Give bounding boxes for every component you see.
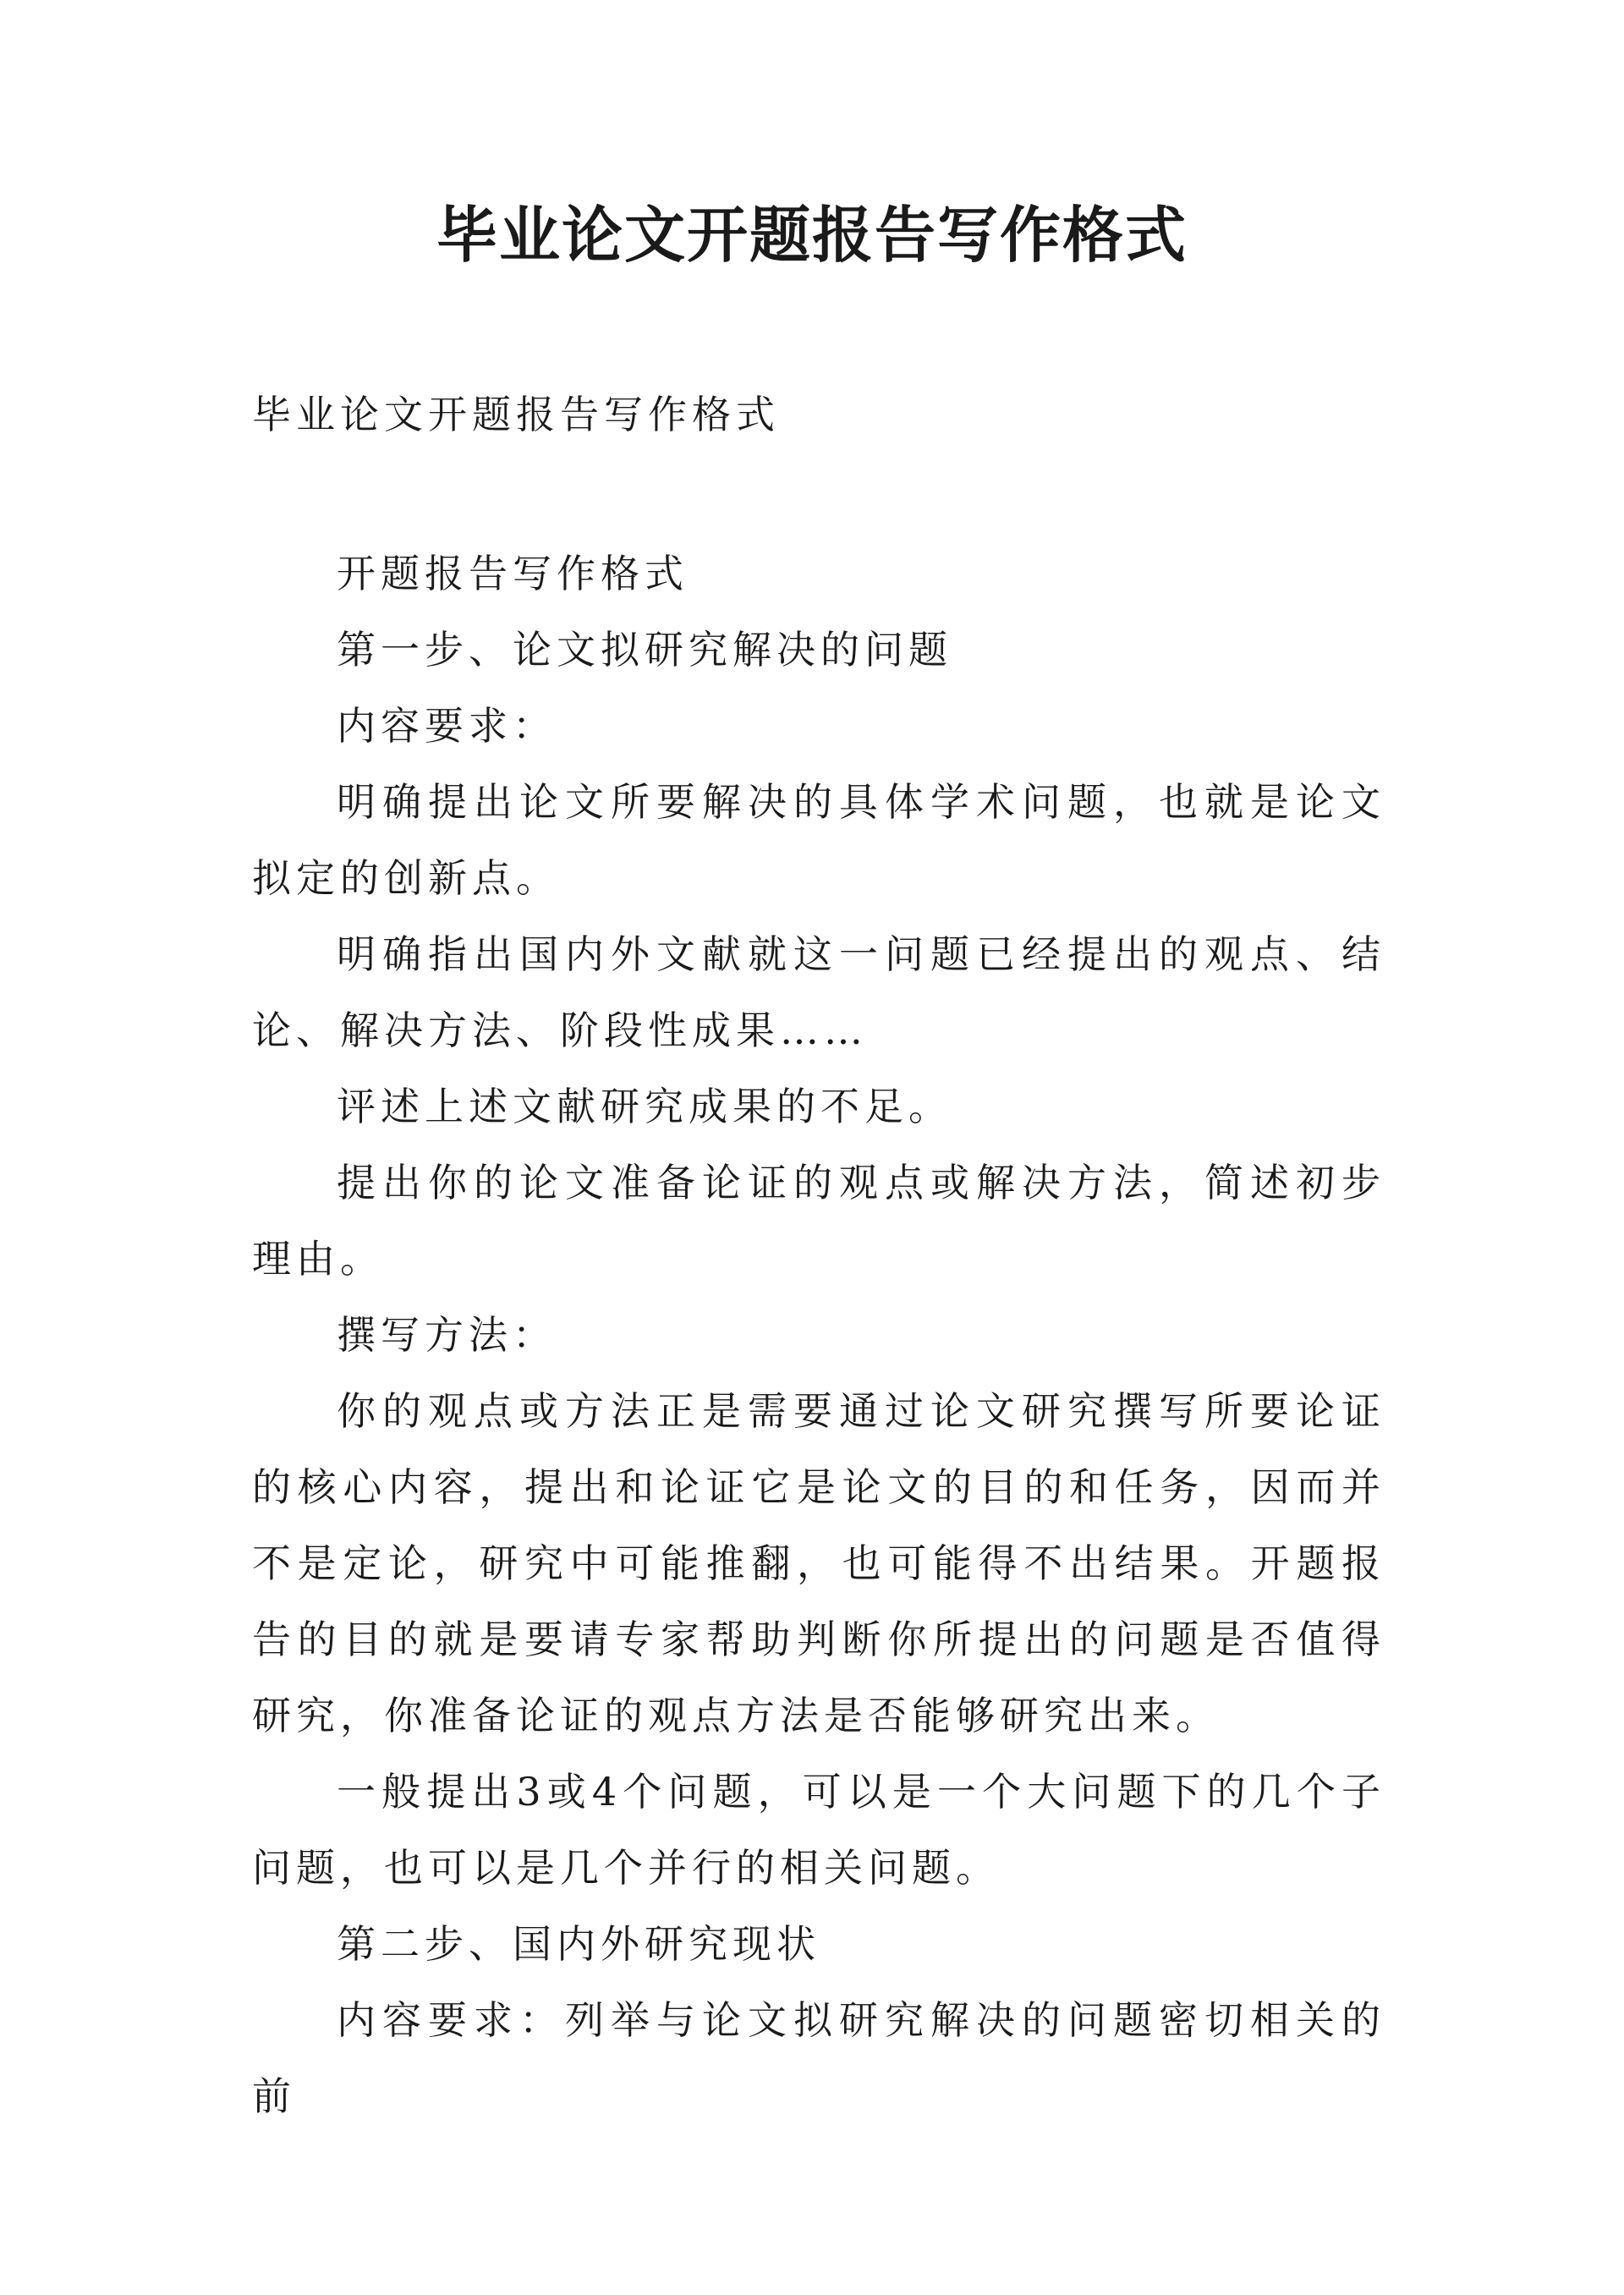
paragraph-step-one: 第一步、论文拟研究解决的问题 — [337, 627, 952, 673]
paragraph-requirement-2: 明确指出国内外文献就这一问题已经提出的观点、结论、解决方法、阶段性成果…… — [252, 931, 1385, 1053]
paragraph-requirement-1: 明确提出论文所要解决的具体学术问题，也就是论文拟定的创新点。 — [252, 779, 1385, 901]
paragraph-requirement-3: 评述上述文献研究成果的不足。 — [337, 1084, 952, 1129]
paragraph-method-detail: 你的观点或方法正是需要通过论文研究撰写所要论证的核心内容，提出和论证它是论文的目的和任务，因而并不是定论，研究中可能推翻，也可能得不出结果。开题报告的目的就是要请专家帮助判断你所提出的问题是否值得研究，你准备论证的观点方法是否能够研究出来。 — [252, 1388, 1385, 1738]
paragraph-content-requirements: 内容要求： — [337, 703, 557, 749]
document-title: 毕业论文开题报告写作格式 — [436, 200, 1188, 271]
paragraph-writing-method: 撰写方法： — [337, 1312, 557, 1358]
document-body — [252, 535, 1385, 2134]
paragraph-step-two: 第二步、国内外研究现状 — [337, 1921, 820, 1967]
paragraph-question-count: 一般提出3或4个问题，可以是一个大问题下的几个子问题，也可以是几个并行的相关问题。 — [252, 1769, 1385, 1891]
document-subtitle: 毕业论文开题报告写作格式 — [252, 392, 780, 437]
paragraph-requirement-4: 提出你的论文准备论证的观点或解决方法，简述初步理由。 — [252, 1160, 1385, 1282]
paragraph-step-two-requirements: 内容要求：列举与论文拟研究解决的问题密切相关的前 — [252, 1997, 1385, 2119]
paragraph-heading-format: 开题报告写作格式 — [337, 551, 689, 596]
